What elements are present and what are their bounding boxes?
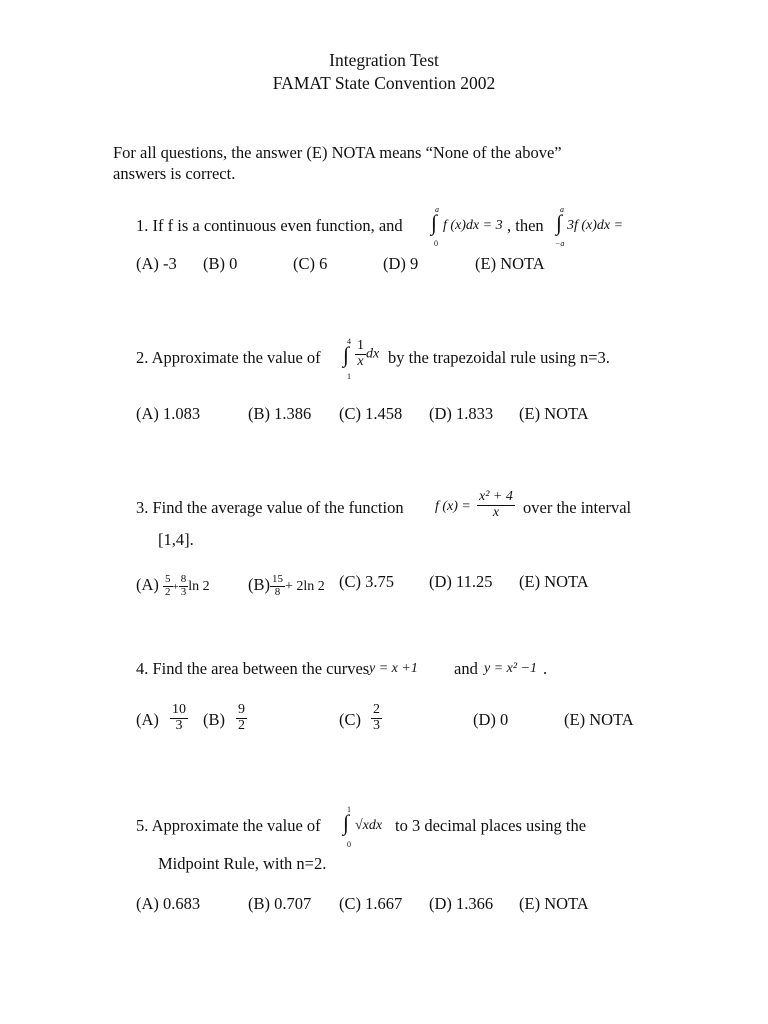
q5-number: 5. bbox=[136, 816, 149, 835]
q5-choice-b: (B) 0.707 bbox=[248, 894, 312, 913]
q2-text-after: by the trapezoidal rule using n=3. bbox=[388, 348, 610, 367]
q3-a-ln: ln 2 bbox=[188, 578, 210, 594]
q3-choice-e: (E) NOTA bbox=[519, 572, 589, 591]
q3-b-num: 15 bbox=[272, 573, 283, 585]
q3-choice-a bbox=[136, 574, 210, 598]
q4-curve1: y = x +1 bbox=[369, 661, 418, 676]
q1-text: If f is a continuous even function, and bbox=[152, 216, 403, 235]
q2-frac-den: x bbox=[357, 353, 364, 369]
q4-choice-b-label: (B) bbox=[203, 710, 225, 729]
q3-frac-num: x² + 4 bbox=[479, 489, 513, 504]
q2-frac-num: 1 bbox=[357, 338, 364, 353]
q3-number: 3. bbox=[136, 498, 149, 517]
q2-choice-c: (C) 1.458 bbox=[339, 404, 403, 423]
q3-choice-b-label: (B) bbox=[248, 574, 270, 594]
q4-a-den: 3 bbox=[175, 717, 183, 733]
q1-int2-upper: a bbox=[560, 205, 564, 214]
q1-number: 1. bbox=[136, 216, 149, 235]
q4-b-den: 2 bbox=[238, 717, 245, 733]
q4-a-num: 10 bbox=[172, 702, 186, 717]
q4-choice-e: (E) NOTA bbox=[564, 710, 634, 729]
q1-choice-e: (E) NOTA bbox=[475, 254, 545, 273]
q1-int2-body: 3f (x)dx = bbox=[567, 218, 624, 233]
q3-choice-a-label: (A) bbox=[136, 574, 159, 594]
q4-and: and bbox=[454, 659, 478, 678]
q1-choice-c: (C) 6 bbox=[293, 254, 328, 273]
q5-choice-d: (D) 1.366 bbox=[429, 894, 494, 913]
q3-b-rest: + 2ln 2 bbox=[285, 578, 325, 594]
q3-a-f2-num: 8 bbox=[180, 573, 187, 585]
q5-integral-icon: ∫ bbox=[343, 810, 350, 835]
q1-choice-a: (A) -3 bbox=[136, 254, 177, 273]
q3-choice-c: (C) 3.75 bbox=[339, 572, 394, 591]
q4-b-num: 9 bbox=[238, 702, 245, 717]
q1-int1-body: f (x)dx = 3 bbox=[443, 218, 503, 233]
q4-choice-d: (D) 0 bbox=[473, 710, 509, 729]
q2-choice-a: (A) 1.083 bbox=[136, 404, 201, 423]
q3-text-after: over the interval bbox=[523, 498, 632, 517]
q4-end: . bbox=[543, 659, 548, 678]
q3-choice-d: (D) 11.25 bbox=[429, 572, 493, 591]
q2-text: Approximate the value of bbox=[151, 348, 321, 367]
q5-text-after: to 3 decimal places using the bbox=[395, 816, 587, 835]
q5-choice-c: (C) 1.667 bbox=[339, 894, 403, 913]
q3-interval: [1,4]. bbox=[158, 530, 194, 549]
q1-integral2-icon: ∫ bbox=[556, 210, 563, 235]
q2-choice-d: (D) 1.833 bbox=[429, 404, 494, 423]
test-title: Integration Test bbox=[329, 50, 439, 70]
q3-b-den: 8 bbox=[274, 585, 281, 598]
q1-choice-d: (D) 9 bbox=[383, 254, 419, 273]
q5-choice-e: (E) NOTA bbox=[519, 894, 589, 913]
q2-int-upper: 4 bbox=[347, 337, 351, 346]
q3-choice-b bbox=[248, 574, 325, 598]
q1-text-mid: , then bbox=[507, 216, 544, 235]
q1-int1-lower: 0 bbox=[434, 239, 438, 248]
q1-choice-b: (B) 0 bbox=[203, 254, 238, 273]
q2-int-lower: 1 bbox=[347, 372, 351, 381]
q4-choice-a-label: (A) bbox=[136, 710, 159, 729]
q2-int-tail: dx bbox=[366, 346, 380, 362]
instructions-line1: For all questions, the answer (E) NOTA means “None of the above” bbox=[113, 143, 562, 162]
q5-int-lower: 0 bbox=[347, 840, 351, 849]
q4-text: Find the area between the curves bbox=[152, 659, 370, 678]
q2-number: 2. bbox=[136, 348, 149, 367]
q5-line2: Midpoint Rule, with n=2. bbox=[158, 854, 327, 873]
q4-c-den: 3 bbox=[373, 717, 380, 733]
q1-int2-lower: −a bbox=[555, 239, 565, 248]
q3-text: Find the average value of the function bbox=[152, 498, 404, 517]
q3-a-f1-den: 2 bbox=[165, 585, 171, 598]
q3-a-f2-den: 3 bbox=[180, 585, 187, 598]
q3-a-plus: + bbox=[172, 580, 179, 593]
q3-frac-den: x bbox=[492, 504, 500, 520]
q4-c-num: 2 bbox=[373, 702, 380, 717]
q4-number: 4. bbox=[136, 659, 149, 678]
q5-int-upper: 1 bbox=[347, 805, 351, 814]
q1-integral1-icon: ∫ bbox=[431, 210, 438, 235]
q1-int1-upper: a bbox=[435, 205, 439, 214]
q2-choice-e: (E) NOTA bbox=[519, 404, 589, 423]
q3-a-f1-num: 5 bbox=[165, 573, 171, 585]
q5-choice-a: (A) 0.683 bbox=[136, 894, 201, 913]
q5-text: Approximate the value of bbox=[151, 816, 321, 835]
instructions-line2: answers is correct. bbox=[113, 164, 236, 183]
q4-curve2: y = x² −1 bbox=[484, 661, 538, 676]
q2-choice-b: (B) 1.386 bbox=[248, 404, 312, 423]
q2-integral-icon: ∫ bbox=[343, 342, 350, 367]
q5-int-body: √xdx bbox=[355, 818, 383, 833]
test-subtitle: FAMAT State Convention 2002 bbox=[272, 73, 496, 93]
q3-func-lhs: f (x) = bbox=[435, 499, 471, 514]
q4-choice-c-label: (C) bbox=[339, 710, 361, 729]
